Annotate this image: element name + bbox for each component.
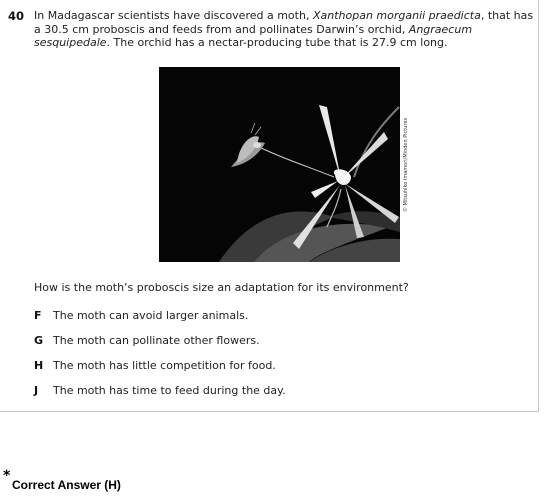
choice-text: The moth can avoid larger animals. bbox=[53, 309, 249, 322]
photo-credit bbox=[401, 67, 411, 262]
choice-letter: J bbox=[34, 384, 39, 397]
choice-letter: F bbox=[34, 309, 42, 322]
moth-orchid-illustration bbox=[159, 67, 400, 262]
moth-orchid-photo bbox=[159, 67, 400, 262]
orchid-species-name: Angraecum sesquipedale bbox=[34, 22, 473, 50]
question-stem bbox=[34, 9, 534, 50]
choice-letter: H bbox=[34, 359, 44, 372]
answer-marker: * bbox=[3, 468, 11, 484]
question-prompt: How is the moth’s proboscis size an adaptation for its environment? bbox=[34, 281, 409, 294]
photo-credit-text: © Mitsuhiko Imamori/Minden Pictures bbox=[403, 117, 409, 212]
moth-species-name: Xanthopan morganii praedicta bbox=[312, 9, 481, 22]
choice-letter: G bbox=[34, 334, 44, 347]
stem-segment: . The orchid has a nectar-producing tube that is 27.9 cm long. bbox=[106, 36, 448, 50]
choice-text: The moth has time to feed during the day. bbox=[53, 384, 286, 397]
choice-text: The moth has little competition for food. bbox=[53, 359, 276, 372]
question-number: 40 bbox=[8, 9, 25, 23]
correct-answer-label: Correct Answer (H) bbox=[12, 478, 121, 492]
stem-segment: In Madagascar scientists have discovered a moth, bbox=[34, 9, 313, 22]
stem-segment: , that has a 30.5 cm proboscis and feeds from and pollinates Darwin’s orchid, bbox=[34, 9, 534, 36]
choice-text: The moth can pollinate other flowers. bbox=[53, 334, 260, 347]
